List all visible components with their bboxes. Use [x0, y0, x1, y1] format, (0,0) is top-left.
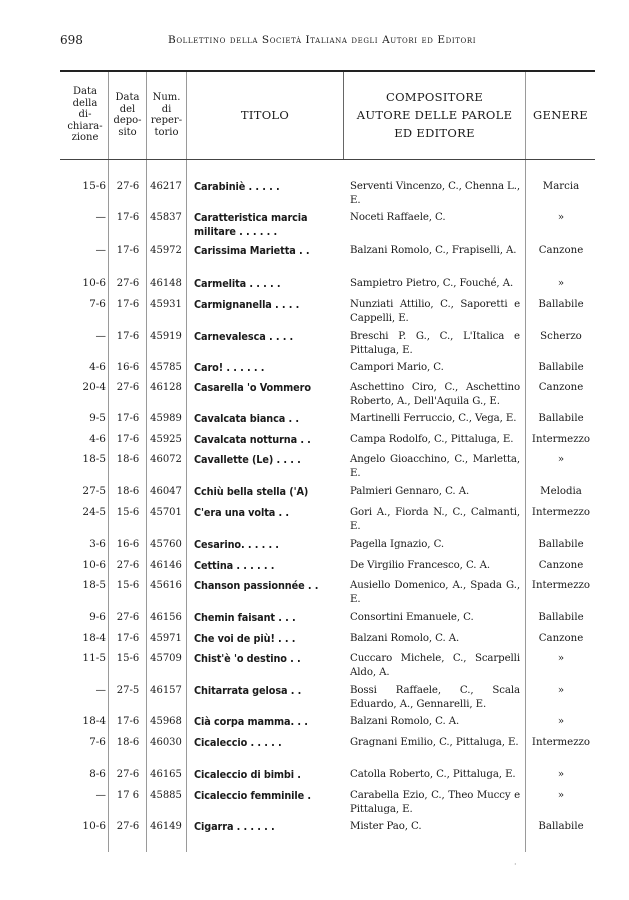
composer-author-publisher: Gori A., Fiorda N., C., Calmanti, E.	[350, 507, 520, 532]
declaration-date: 24-5	[82, 506, 106, 518]
deposit-date: 27-5	[116, 685, 140, 696]
genre: Ballabile	[538, 413, 584, 424]
declaration-date: 10-6	[82, 559, 106, 571]
column-header-data-dichiarazione: Data della di- chiara- zione	[67, 86, 103, 144]
work-title: Chanson passionnée . .	[194, 579, 319, 592]
work-title: Cavalcata notturna . .	[194, 433, 311, 446]
deposit-date: 17-6	[116, 212, 140, 223]
running-title: Bollettino della Società Italiana degli Autori ed Editori	[168, 34, 477, 46]
work-title: Cicaleccio . . . . .	[194, 736, 282, 749]
work-title: Cicaleccio di bimbi .	[194, 768, 301, 781]
deposit-date: 17-6	[116, 331, 140, 342]
work-title: Cavallette (Le) . . . .	[194, 453, 301, 466]
declaration-date: 9-5	[89, 412, 106, 424]
genre: Ballabile	[538, 539, 584, 550]
work-title: Carnevalesca . . . .	[194, 330, 294, 343]
repertory-number: 45968	[150, 716, 182, 727]
deposit-date: 18-6	[116, 486, 140, 497]
declaration-date: 10-6	[82, 820, 106, 832]
deposit-date: 17-6	[116, 413, 140, 424]
declaration-date: —	[95, 684, 106, 696]
composer-author-publisher: Angelo Gioacchino, C., Marletta, E.	[350, 454, 520, 479]
composer-author-publisher: Ausiello Domenico, A., Spada G., E.	[350, 580, 520, 605]
deposit-date: 16-6	[116, 362, 140, 373]
composer-author-publisher: De Virgilio Francesco, C. A.	[350, 560, 490, 571]
repertory-number: 45925	[150, 434, 182, 445]
composer-author-publisher: Aschettino Ciro, C., Aschettino Roberto, A., Dell'Aquila G., E.	[350, 382, 520, 407]
column-header-genere: GENERE	[533, 108, 588, 122]
genre: »	[557, 454, 565, 465]
column-divider	[186, 72, 187, 852]
repertory-number: 45616	[150, 580, 182, 591]
declaration-date: 18-5	[82, 453, 106, 465]
genre: »	[557, 653, 565, 664]
work-title: Cavalcata bianca . .	[194, 412, 299, 425]
repertory-number: 46165	[150, 769, 182, 780]
composer-author-publisher: Bossi Raffaele, C., Scala Eduardo, A., Gennarelli, E.	[350, 685, 520, 710]
deposit-date: 27-6	[116, 382, 140, 393]
repertory-number: 45785	[150, 362, 182, 373]
declaration-date: 18-5	[82, 579, 106, 591]
genre: Canzone	[538, 633, 584, 644]
declaration-date: 3-6	[89, 538, 106, 550]
genre: Intermezzo	[531, 434, 591, 445]
work-title: Cettina . . . . . .	[194, 559, 275, 572]
work-title: Chemin faisant . . .	[194, 611, 296, 624]
work-title: Cesarino. . . . . .	[194, 538, 279, 551]
work-title: Cigarra . . . . . .	[194, 820, 275, 833]
footer-mark: ·	[514, 860, 517, 869]
work-title: Chitarrata gelosa . .	[194, 684, 302, 697]
deposit-date: 18-6	[116, 737, 140, 748]
column-header-data-deposito: Data del depo- sito	[113, 92, 142, 138]
genre: Ballabile	[538, 299, 584, 310]
deposit-date: 15-6	[116, 653, 140, 664]
declaration-date: —	[95, 789, 106, 801]
composer-author-publisher: Breschi P. G., C., L'Italica e Pittaluga, E.	[350, 331, 520, 356]
repertory-number: 45971	[150, 633, 182, 644]
page-header	[60, 33, 595, 49]
work-title: Cicaleccio femminile .	[194, 789, 311, 802]
composer-author-publisher: Gragnani Emilio, C., Pittaluga, E.	[350, 737, 519, 748]
declaration-date: 10-6	[82, 277, 106, 289]
declaration-date: 15-6	[82, 180, 106, 192]
composer-author-publisher: Campori Mario, C.	[350, 362, 444, 373]
composer-author-publisher: Cuccaro Michele, C., Scarpelli Aldo, A.	[350, 653, 520, 678]
composer-author-publisher: Balzani Romolo, C. A.	[350, 716, 460, 727]
declaration-date: 7-6	[89, 736, 106, 748]
genre: »	[557, 790, 565, 801]
declaration-date: 11-5	[82, 652, 106, 664]
repertory-number: 46149	[150, 821, 182, 832]
repertory-number: 45701	[150, 507, 182, 518]
repertory-number: 46148	[150, 278, 182, 289]
repertory-number: 46217	[150, 181, 182, 192]
work-title: Carabiniè . . . . .	[194, 180, 280, 193]
genre: »	[557, 212, 565, 223]
composer-author-publisher: Martinelli Ferruccio, C., Vega, E.	[350, 413, 517, 424]
deposit-date: 27-6	[116, 278, 140, 289]
repertory-number: 46072	[150, 454, 182, 465]
composer-author-publisher: Palmieri Gennaro, C. A.	[350, 486, 470, 497]
declaration-date: 18-4	[82, 715, 106, 727]
deposit-date: 27-6	[116, 560, 140, 571]
deposit-date: 27-6	[116, 181, 140, 192]
work-title: Cià corpa mamma. . .	[194, 715, 308, 728]
genre: Ballabile	[538, 362, 584, 373]
column-header-numero-repertorio: Num. di reper- torio	[150, 92, 183, 138]
work-title: C'era una volta . .	[194, 506, 289, 519]
repertory-number: 45972	[150, 245, 182, 256]
declaration-date: 20-4	[82, 381, 106, 393]
deposit-date: 18-6	[116, 454, 140, 465]
genre: »	[557, 716, 565, 727]
declaration-date: —	[95, 211, 106, 223]
deposit-date: 17-6	[116, 434, 140, 445]
composer-author-publisher: Consortini Emanuele, C.	[350, 612, 474, 623]
composer-author-publisher: Serventi Vincenzo, C., Chenna L., E.	[350, 181, 520, 206]
deposit-date: 16-6	[116, 539, 140, 550]
work-title: Chist'è 'o destino . .	[194, 652, 301, 665]
deposit-date: 15-6	[116, 580, 140, 591]
repertory-number: 45919	[150, 331, 182, 342]
work-title: Cchiù bella stella ('A)	[194, 485, 309, 498]
composer-author-publisher: Catolla Roberto, C., Pittaluga, E.	[350, 769, 516, 780]
genre: Intermezzo	[531, 737, 591, 748]
genre: »	[557, 685, 565, 696]
repertory-number: 46128	[150, 382, 182, 393]
declaration-date: 4-6	[89, 433, 106, 445]
declaration-date: 9-6	[89, 611, 106, 623]
deposit-date: 27-6	[116, 612, 140, 623]
composer-author-publisher: Nunziati Attilio, C., Saporetti e Cappelli, E.	[350, 299, 520, 324]
genre: Canzone	[538, 382, 584, 393]
work-title: Carmelita . . . . .	[194, 277, 281, 290]
composer-author-publisher: Mister Pao, C.	[350, 821, 422, 832]
work-title: Che voi de più! . . .	[194, 632, 296, 645]
column-header-compositore: COMPOSITORE AUTORE DELLE PAROLE ED EDITORE	[356, 90, 513, 140]
repertory-number: 45931	[150, 299, 182, 310]
composer-author-publisher: Noceti Raffaele, C.	[350, 212, 446, 223]
repertory-number: 46030	[150, 737, 182, 748]
composer-author-publisher: Balzani Romolo, C. A.	[350, 633, 460, 644]
declaration-date: 18-4	[82, 632, 106, 644]
work-title: Caratteristica marcia militare . . . . . .	[194, 211, 308, 238]
column-divider	[108, 72, 109, 852]
work-title: Caro! . . . . . .	[194, 361, 265, 374]
composer-author-publisher: Carabella Ezio, C., Theo Muccy e Pittaluga, E.	[350, 790, 520, 815]
work-title: Casarella 'o Vommero	[194, 381, 311, 394]
repertory-number: 46146	[150, 560, 182, 571]
deposit-date: 17-6	[116, 299, 140, 310]
repertory-number: 45760	[150, 539, 182, 550]
composer-author-publisher: Balzani Romolo, C., Frapiselli, A.	[350, 245, 517, 256]
deposit-date: 17-6	[116, 716, 140, 727]
composer-author-publisher: Campa Rodolfo, C., Pittaluga, E.	[350, 434, 514, 445]
genre: Melodia	[540, 486, 582, 497]
deposit-date: 27-6	[116, 821, 140, 832]
declaration-date: 7-6	[89, 298, 106, 310]
declaration-date: —	[95, 244, 106, 256]
deposit-date: 15-6	[116, 507, 140, 518]
page-number: 698	[60, 33, 83, 47]
declaration-date: 4-6	[89, 361, 106, 373]
deposit-date: 17 6	[116, 790, 140, 801]
deposit-date: 17-6	[116, 633, 140, 644]
repertory-number: 46047	[150, 486, 182, 497]
genre: »	[557, 278, 565, 289]
genre: Canzone	[538, 560, 584, 571]
deposit-date: 17-6	[116, 245, 140, 256]
genre: Scherzo	[540, 331, 582, 342]
repertory-number: 46156	[150, 612, 182, 623]
declaration-date: 8-6	[89, 768, 106, 780]
repertory-number: 45709	[150, 653, 182, 664]
column-header-titolo: TITOLO	[240, 108, 290, 122]
declaration-date: 27-5	[82, 485, 106, 497]
composer-author-publisher: Pagella Ignazio, C.	[350, 539, 445, 550]
genre: »	[557, 769, 565, 780]
deposit-date: 27-6	[116, 769, 140, 780]
genre: Marcia	[542, 181, 580, 192]
genre: Canzone	[538, 245, 584, 256]
work-title: Carissima Marietta . .	[194, 244, 310, 257]
genre: Intermezzo	[531, 507, 591, 518]
repertory-number: 45837	[150, 212, 182, 223]
repertory-number: 45885	[150, 790, 182, 801]
genre: Ballabile	[538, 612, 584, 623]
header-bottom-rule	[60, 159, 595, 160]
repertory-number: 45989	[150, 413, 182, 424]
composer-author-publisher: Sampietro Pietro, C., Fouché, A.	[350, 278, 514, 289]
genre: Intermezzo	[531, 580, 591, 591]
work-title: Carmignanella . . . .	[194, 298, 300, 311]
repertory-number: 46157	[150, 685, 182, 696]
genre: Ballabile	[538, 821, 584, 832]
declaration-date: —	[95, 330, 106, 342]
